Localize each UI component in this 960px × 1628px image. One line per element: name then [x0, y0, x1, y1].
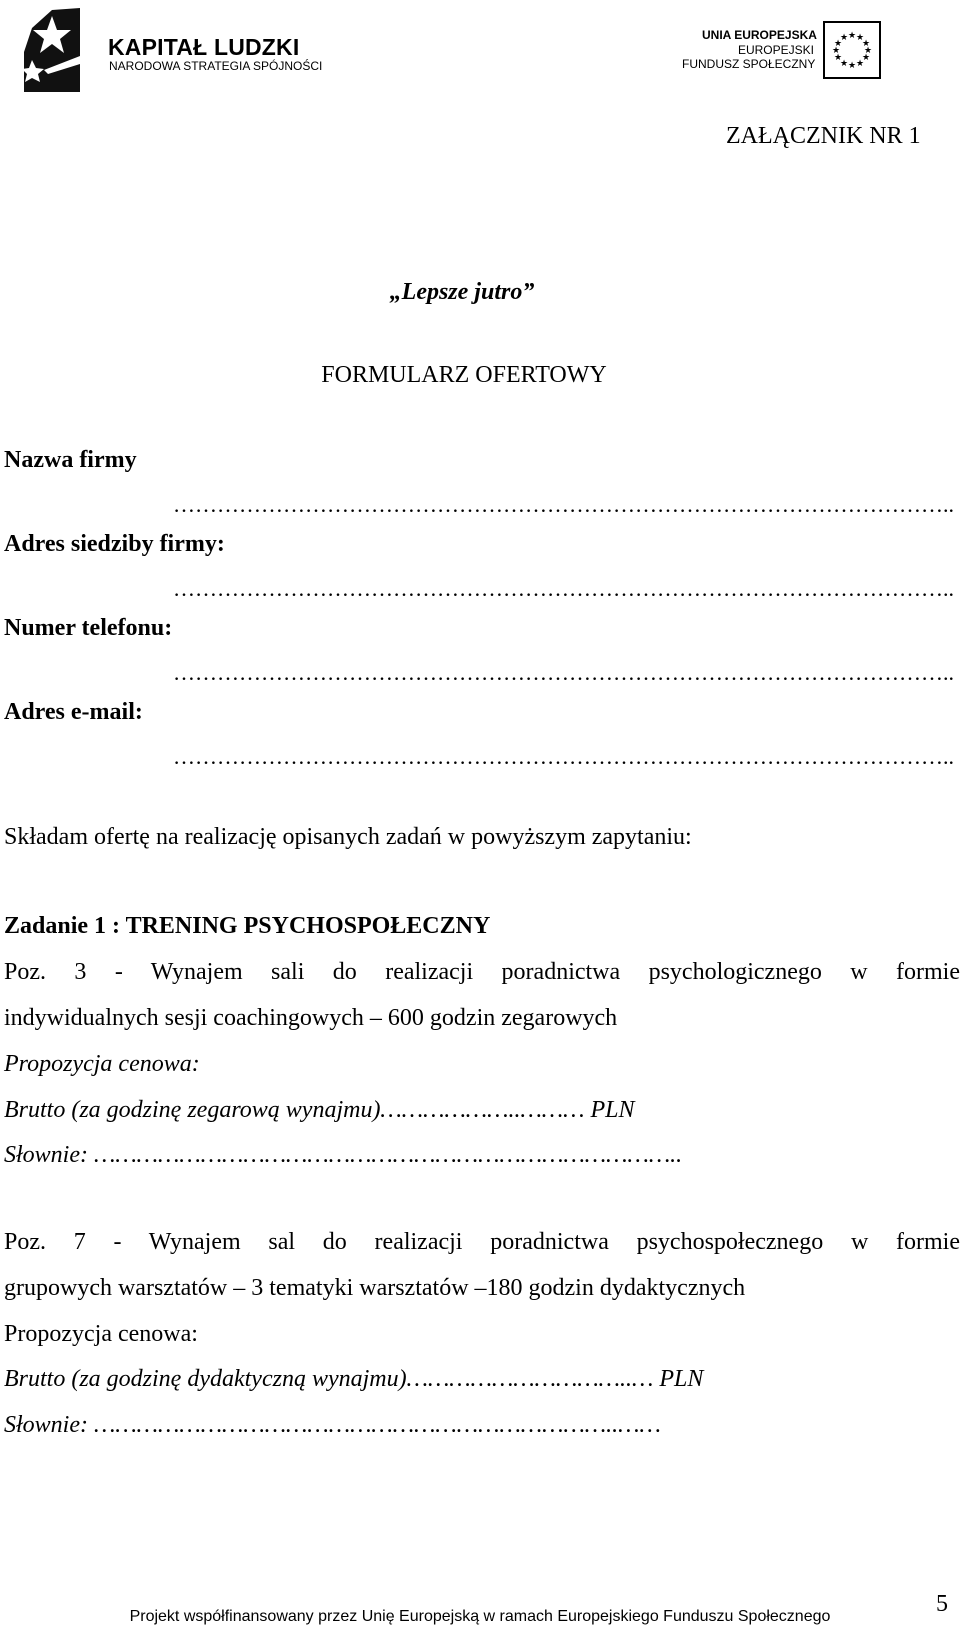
footer-cofinancing-note: Projekt współfinansowany przez Unię Europejską w ramach Europejskiego Funduszu Społecznego	[129, 1608, 831, 1625]
offer-statement: Składam ofertę na realizację opisanych zadań w powyższym zapytaniu:	[4, 824, 692, 850]
position-7-line1: Poz. 7 - Wynajem sal do realizacji poradnictwa psychospołecznego w formie	[4, 1229, 960, 1255]
phone-number-label: Numer telefonu:	[4, 615, 173, 641]
project-name: „Lepsze jutro”	[389, 279, 535, 305]
eu-flag-icon	[823, 21, 881, 79]
company-address-field[interactable]: ……………………………………………………………………………………………..	[173, 576, 954, 601]
form-title: FORMULARZ OFERTOWY	[321, 362, 607, 388]
kapital-ludzki-title: KAPITAŁ LUDZKI	[108, 34, 300, 60]
position-3-line2: indywidualnych sesji coachingowych – 600 godzin zegarowych	[4, 1005, 618, 1031]
eu-logo-line1: UNIA EUROPEJSKA	[702, 28, 817, 42]
position-3-price-label: Propozycja cenowa:	[4, 1051, 200, 1077]
svg-text:★: ★	[831, 46, 841, 56]
svg-text:★: ★	[839, 59, 849, 69]
svg-text:★: ★	[833, 39, 843, 49]
kapital-ludzki-subtitle: NARODOWA STRATEGIA SPÓJNOŚCI	[109, 59, 323, 73]
svg-text:★: ★	[861, 39, 871, 49]
position-3-gross-price-field[interactable]: Brutto (za godzinę zegarową wynajmu)………………..……… PLN	[4, 1097, 635, 1123]
svg-text:★: ★	[847, 31, 857, 41]
company-address-label: Adres siedziby firmy:	[4, 531, 225, 557]
position-7-price-label: Propozycja cenowa:	[4, 1321, 198, 1347]
eu-logo-line2: EUROPEJSKI	[737, 43, 814, 57]
svg-text:★: ★	[855, 33, 865, 43]
svg-text:★: ★	[863, 46, 873, 56]
page-number: 5	[936, 1591, 948, 1617]
svg-text:★: ★	[833, 53, 843, 63]
eu-logo-line3: FUNDUSZ SPOŁECZNY	[682, 57, 816, 71]
svg-text:★: ★	[855, 59, 865, 69]
task-title: Zadanie 1 : TRENING PSYCHOSPOŁECZNY	[4, 913, 491, 939]
email-label: Adres e-mail:	[4, 699, 143, 725]
position-7-line2: grupowych warsztatów – 3 tematyki warsztatów –180 godzin dydaktycznych	[4, 1275, 746, 1301]
kapital-ludzki-logo	[22, 8, 88, 92]
position-3-line1: Poz. 3 - Wynajem sali do realizacji poradnictwa psychologicznego w formie	[4, 959, 960, 985]
svg-text:★: ★	[861, 53, 871, 63]
attachment-label: ZAŁĄCZNIK NR 1	[726, 123, 921, 149]
svg-text:★: ★	[847, 61, 857, 71]
company-name-field[interactable]: ……………………………………………………………………………………………..	[173, 492, 954, 517]
svg-text:★: ★	[839, 33, 849, 43]
email-field[interactable]: ……………………………………………………………………………………………..	[173, 744, 954, 769]
position-3-amount-in-words-field[interactable]: Słownie: ………………………………………………………………………..	[4, 1142, 683, 1168]
position-7-gross-price-field[interactable]: Brutto (za godzinę dydaktyczną wynajmu)…………………………..… PLN	[4, 1366, 704, 1392]
position-7-amount-in-words-field[interactable]: Słownie: ………………………………………………………………..……	[4, 1412, 661, 1438]
phone-number-field[interactable]: ……………………………………………………………………………………………..	[173, 660, 954, 685]
company-name-label: Nazwa firmy	[4, 447, 137, 473]
